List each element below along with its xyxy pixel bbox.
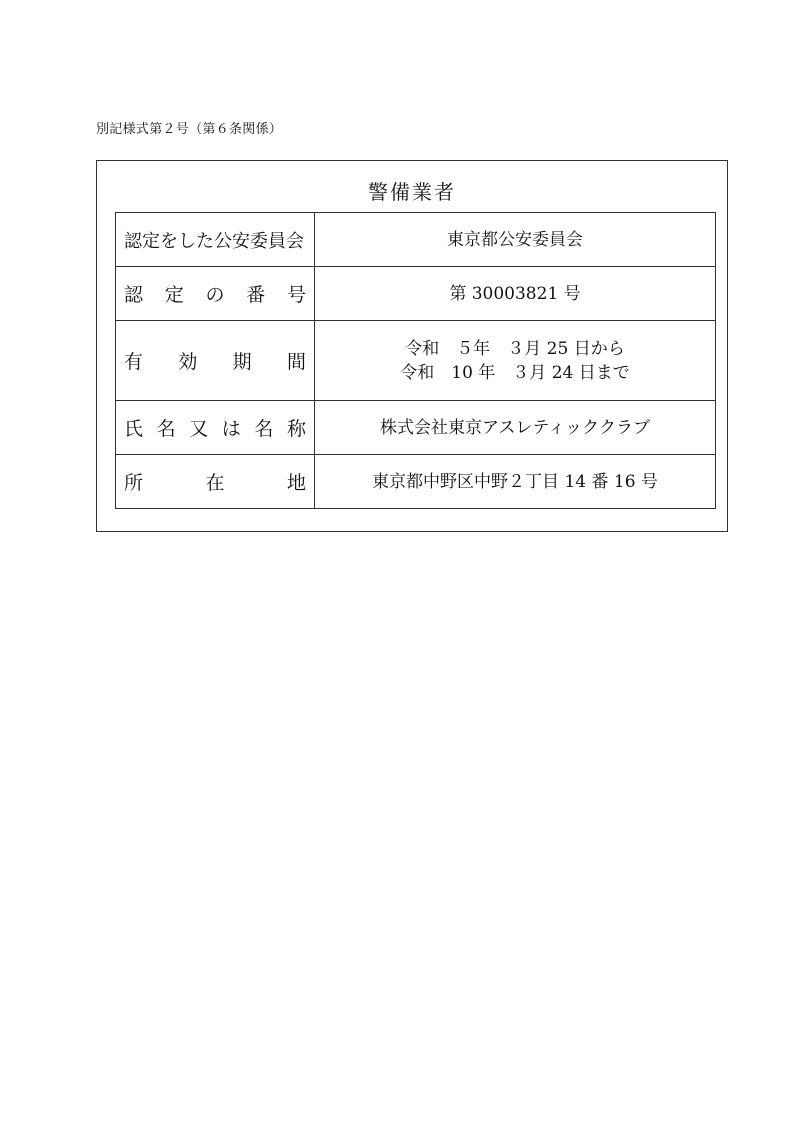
row-value: 東京都公安委員会 [447, 229, 583, 250]
label-char: は [221, 418, 241, 440]
label-char: 期 [232, 351, 252, 373]
label-char: 効 [178, 351, 198, 373]
label-char: 間 [286, 351, 306, 373]
table-row-name [116, 401, 716, 455]
label-cell [116, 321, 315, 401]
label-cell [116, 401, 315, 455]
table-row-validity-period [116, 321, 716, 401]
row-label-spread [124, 414, 306, 441]
row-value: 第 30003821 号 [449, 283, 581, 304]
row-label-spread [124, 468, 306, 495]
label-char: 有 [124, 351, 144, 373]
label-char: 氏 [124, 418, 144, 440]
label-char: の [205, 284, 225, 306]
label-char: 在 [205, 472, 225, 494]
row-value: 株式会社東京アスレティッククラブ [380, 417, 650, 438]
label-char: 名 [254, 418, 274, 440]
table-row-certification-number [116, 267, 716, 321]
table-row-address [116, 455, 716, 509]
label-char: 番 [246, 284, 266, 306]
label-char: 号 [286, 284, 306, 306]
label-cell [116, 455, 315, 509]
row-label-spread [124, 280, 306, 307]
label-char: 地 [286, 472, 306, 494]
row-value-end: 令和 10 年 ３月 24 日まで [400, 362, 630, 383]
row-value-start: 令和 ５年 ３月 25 日から [405, 338, 625, 359]
label-char: 所 [124, 472, 144, 494]
row-label: 認定をした公安委員会 [124, 230, 304, 252]
label-cell [116, 267, 315, 321]
label-char: 定 [164, 284, 184, 306]
certificate-frame [96, 160, 728, 532]
label-char: 名 [156, 418, 176, 440]
value-cell [315, 401, 716, 455]
table-row-commission [116, 213, 716, 267]
label-char: 称 [286, 418, 306, 440]
value-cell [315, 455, 716, 509]
label-char: 認 [124, 284, 144, 306]
value-cell [315, 213, 716, 267]
certificate-table [115, 212, 716, 509]
label-char: 又 [189, 418, 209, 440]
label-cell [116, 213, 315, 267]
row-label-spread [124, 347, 306, 374]
form-reference: 別記様式第２号（第６条関係） [96, 122, 283, 137]
value-cell [315, 321, 716, 401]
row-value: 東京都中野区中野２丁目 14 番 16 号 [372, 471, 658, 492]
value-cell [315, 267, 716, 321]
document-title: 警備業者 [368, 180, 456, 204]
